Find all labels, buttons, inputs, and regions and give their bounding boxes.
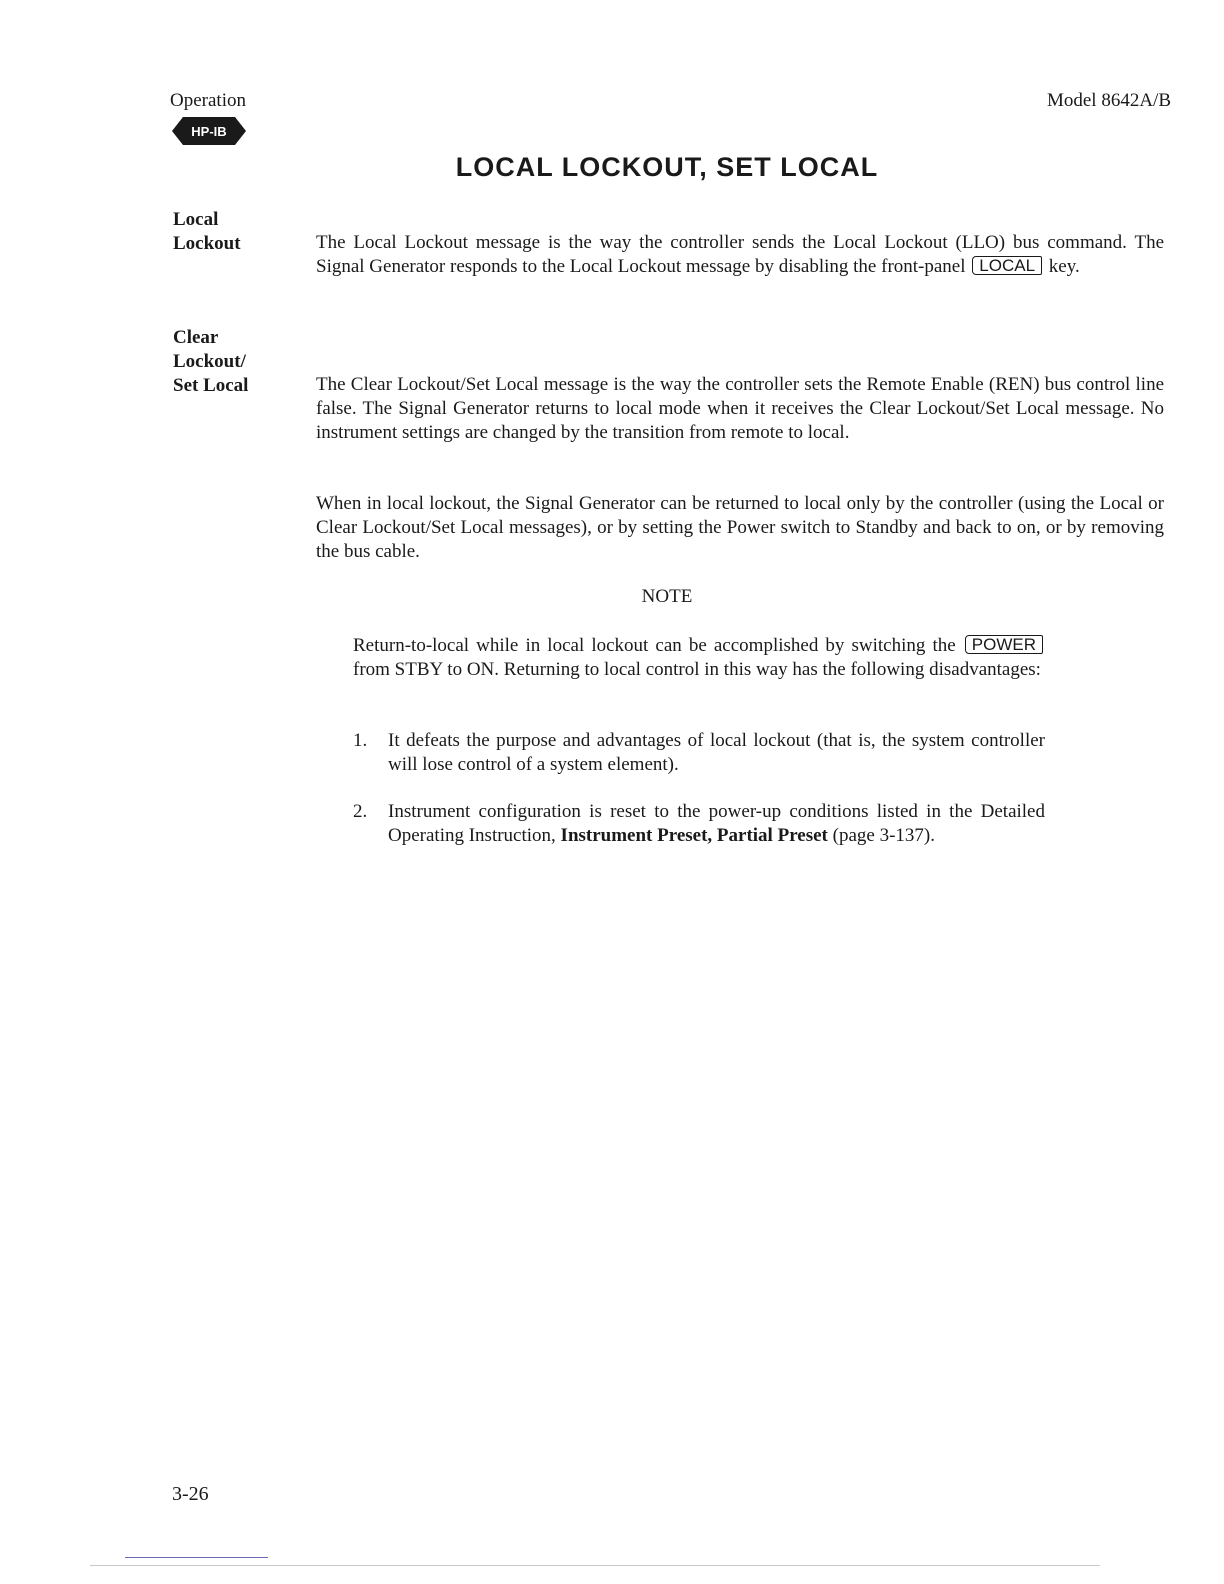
clear-lockout-paragraph: The Clear Lockout/Set Local message is the way the controller sets the Remote Enable (REN) bus control line false. The Signal Generator returns to local mode when it receives the Clear Lockout/Set Local message. No instrument settings are changed by the transition from remote to local.: [316, 374, 1164, 443]
page-title: LOCAL LOCKOUT, SET LOCAL: [455, 152, 879, 182]
local-lockout-paragraph: [316, 231, 1164, 279]
model-label: Model 8642A/B: [1046, 90, 1171, 111]
list-item-number: 2.: [353, 801, 368, 822]
note-paragraph: [353, 634, 1045, 682]
list-item-text-part: (page 3-137).: [832, 824, 935, 846]
heading-clear-lockout: [173, 326, 248, 398]
hp-ib-badge-icon: [172, 117, 246, 145]
page-edge-line: [90, 1565, 1100, 1566]
heading-line: Lockout: [173, 233, 241, 254]
section-label: Operation: [170, 90, 246, 111]
note-heading: NOTE: [641, 586, 693, 607]
preset-reference: Instrument Preset, Partial Preset: [560, 824, 828, 846]
note-text: Return-to-local while in local lockout can be accomplished by switching the: [353, 635, 956, 656]
heading-line: Local: [173, 209, 219, 230]
footer-divider: [125, 1557, 268, 1558]
heading-local-lockout: [173, 208, 241, 256]
list-item-text: [388, 800, 1045, 848]
heading-line: Clear: [173, 327, 219, 348]
local-key: LOCAL: [972, 256, 1042, 275]
local-return-paragraph: When in local lockout, the Signal Generator can be returned to local only by the controller (using the Local or Clear Lockout/Set Local messages), or by setting the Power switch to Standby and back to on, or by removing the bus cable.: [316, 493, 1164, 562]
page-number: 3-26: [172, 1483, 209, 1505]
list-item-number: 1.: [353, 730, 368, 751]
paragraph-text: The Local Lockout message is the way the controller sends the Local Lockout (LLO) bus command. The Signal Generator responds to the Local Lockout message by disabling the front-panel: [316, 232, 1164, 277]
hp-ib-badge-label: HP-IB: [191, 124, 227, 139]
list-item-text: It defeats the purpose and advantages of local lockout (that is, the system controller will lose control of a system element).: [388, 730, 1045, 775]
note-text: from STBY to ON. Returning to local control in this way has the following disadvantages:: [353, 658, 1041, 680]
paragraph-text: key.: [1048, 255, 1080, 277]
heading-line: Set Local: [173, 375, 249, 396]
heading-line: Lockout/: [173, 351, 246, 372]
power-key: POWER: [965, 635, 1043, 654]
list-item-text-part: Instrument configuration is reset to the power-up conditions listed in the Detailed Operating Instruction,: [388, 801, 1045, 846]
